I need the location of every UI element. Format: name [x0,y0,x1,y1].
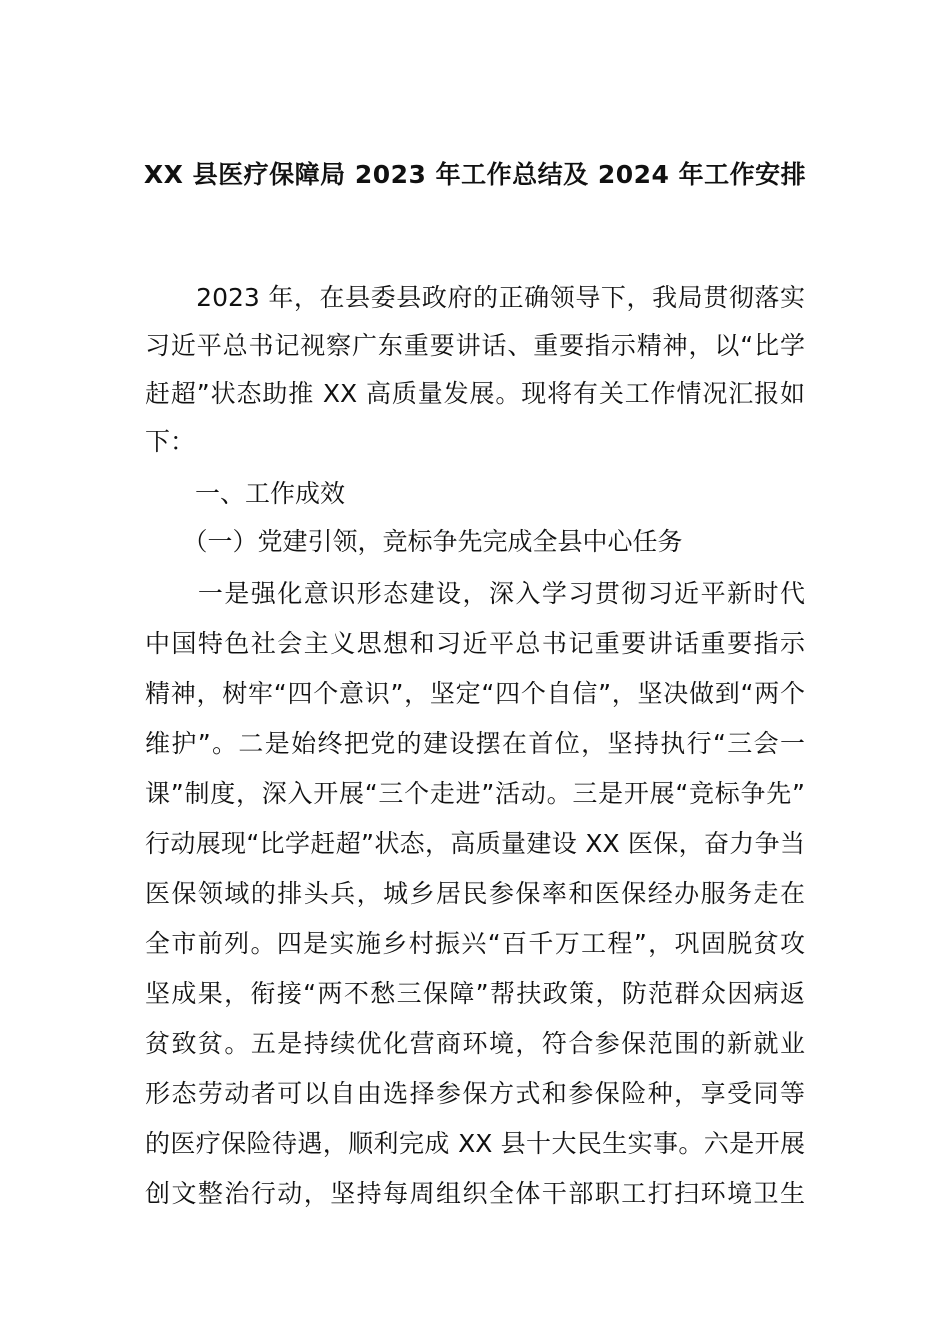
document-title: XX 县医疗保障局 2023 年工作总结及 2024 年工作安排 [143,160,807,189]
paragraph-line: 习近平总书记视察广东重要讲话、重要指示精神，以“比学 [145,331,805,360]
paragraph-line: 创文整治行动，坚持每周组织全体干部职工打扫环境卫生 [145,1179,805,1208]
paragraph-line: 贫致贫。五是持续优化营商环境，符合参保范围的新就业 [145,1029,805,1058]
paragraph-line: 一是强化意识形态建设，深入学习贯彻习近平新时代 [145,579,805,608]
paragraph-line: 医保领域的排头兵，城乡居民参保率和医保经办服务走在 [145,879,805,908]
paragraph-line: 维护”。二是始终把党的建设摆在首位，坚持执行“三会一 [145,729,805,758]
paragraph-line: 赶超”状态助推 XX 高质量发展。现将有关工作情况汇报如 [145,379,805,408]
paragraph-line: 下： [145,427,196,456]
paragraph-line: 坚成果，衔接“两不愁三保障”帮扶政策，防范群众因病返 [145,979,805,1008]
section-heading: 一、工作成效 [145,479,346,508]
paragraph-line: 课”制度，深入开展“三个走进”活动。三是开展“竞标争先” [145,779,805,808]
paragraph-line: 中国特色社会主义思想和习近平总书记重要讲话重要指示 [145,629,805,658]
subsection-heading: （一）党建引领，竞标争先完成全县中心任务 [145,527,683,556]
paragraph-line: 形态劳动者可以自由选择参保方式和参保险种，享受同等 [145,1079,805,1108]
paragraph-line: 2023 年，在县委县政府的正确领导下，我局贯彻落实 [145,283,805,312]
paragraph-line: 精神，树牢“四个意识”，坚定“四个自信”，坚决做到“两个 [145,679,805,708]
paragraph-line: 全市前列。四是实施乡村振兴“百千万工程”，巩固脱贫攻 [145,929,805,958]
paragraph-line: 行动展现“比学赶超”状态，高质量建设 XX 医保，奋力争当 [145,829,805,858]
paragraph-line: 的医疗保险待遇，顺利完成 XX 县十大民生实事。六是开展 [145,1129,805,1158]
